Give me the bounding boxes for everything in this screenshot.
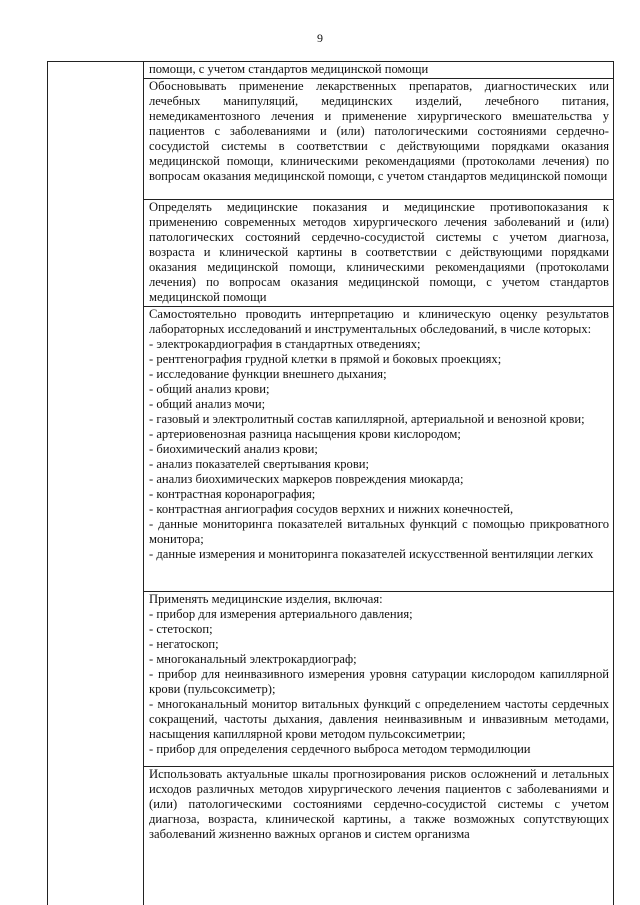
- list-item: - газовый и электролитный состав капиллярной, артериальной и венозной крови;: [149, 412, 585, 426]
- list-cell: [144, 592, 613, 757]
- list-cell: [144, 307, 613, 562]
- list-item: - данные мониторинга показателей витальных функций с помощью прикроватного монитора;: [149, 517, 609, 546]
- list-item: - биохимический анализ крови;: [149, 442, 318, 456]
- list-item: - прибор для неинвазивного измерения уровня сатурации кислородом капиллярной крови (пульсоксиметр);: [149, 667, 609, 696]
- list-item: - многоканальный электрокардиограф;: [149, 652, 357, 666]
- page-number: 9: [317, 31, 323, 45]
- list-item: - общий анализ крови;: [149, 382, 270, 396]
- row-text: Обосновывать применение лекарственных препаратов, диагностических или лечебных манипуляций, медицинских изделий, лечебного питания, немедикаментозного лечения и применение хирургического вмешательства у пациентов с заболеваниями и (или) патологическими состояниями сердечно-сосудистой системы в соответствии с действующими порядками оказания медицинской помощи, клиническими рекомендациями (протоколами лечения) по вопросам оказания медицинской помощи, с учетом стандартов медицинской помощи: [149, 79, 609, 183]
- list-item: - анализ биохимических маркеров повреждения миокарда;: [149, 472, 464, 486]
- row-text: помощи, с учетом стандартов медицинской помощи: [149, 62, 429, 76]
- list-item: - электрокардиография в стандартных отведениях;: [149, 337, 421, 351]
- table-row: [48, 62, 614, 79]
- list-item: - прибор для определения сердечного выброса методом термодилюции: [149, 742, 531, 756]
- list-intro: Применять медицинские изделия, включая:: [149, 592, 383, 606]
- empty-left-column: [48, 62, 144, 905]
- list-item: - анализ показателей свертывания крови;: [149, 457, 370, 471]
- list-item: - негатоскоп;: [149, 637, 219, 651]
- list-item: - контрастная коронарография;: [149, 487, 316, 501]
- competency-table: [47, 61, 614, 905]
- list-item: - многоканальный монитор витальных функций с определением частоты сердечных сокращений, частоты дыхания, давления неинвазивным и инвазивным методами, насыщения капиллярной крови методом пульсоксиметрии;: [149, 697, 609, 741]
- row-text: Использовать актуальные шкалы прогнозирования рисков осложнений и летальных исходов различных методов хирургического лечения пациентов с заболеваниями и (или) патологическими состояниями сердечно-сосудистой системы с учетом диагноза, возраста, клинической картины, а также возможных сопутствующих заболеваний жизненно важных органов и систем организма: [149, 767, 609, 841]
- list-item: - общий анализ мочи;: [149, 397, 266, 411]
- list-item: - исследование функции внешнего дыхания;: [149, 367, 387, 381]
- list-item: - стетоскоп;: [149, 622, 213, 636]
- row-text: Определять медицинские показания и медицинские противопоказания к применению современных методов хирургического лечения заболеваний и (или) патологических состояний сердечно-сосудистой системы с учетом диагноза, возраста и клинической картины в соответствии с действующими порядками оказания медицинской помощи, клиническими рекомендациями (протоколами лечения) по вопросам оказания медицинской помощи, с учетом стандартов медицинской помощи: [149, 200, 609, 304]
- list-intro: Самостоятельно проводить интерпретацию и клиническую оценку результатов лабораторных исследований и инструментальных обследований, в числе которых:: [149, 307, 609, 336]
- list-item: - данные измерения и мониторинга показателей искусственной вентиляции легких: [149, 547, 594, 561]
- list-item: - контрастная ангиография сосудов верхних и нижних конечностей,: [149, 502, 514, 516]
- list-item: - рентгенография грудной клетки в прямой и боковых проекциях;: [149, 352, 502, 366]
- list-item: - артериовенозная разница насыщения крови кислородом;: [149, 427, 461, 441]
- list-item: - прибор для измерения артериального давления;: [149, 607, 413, 621]
